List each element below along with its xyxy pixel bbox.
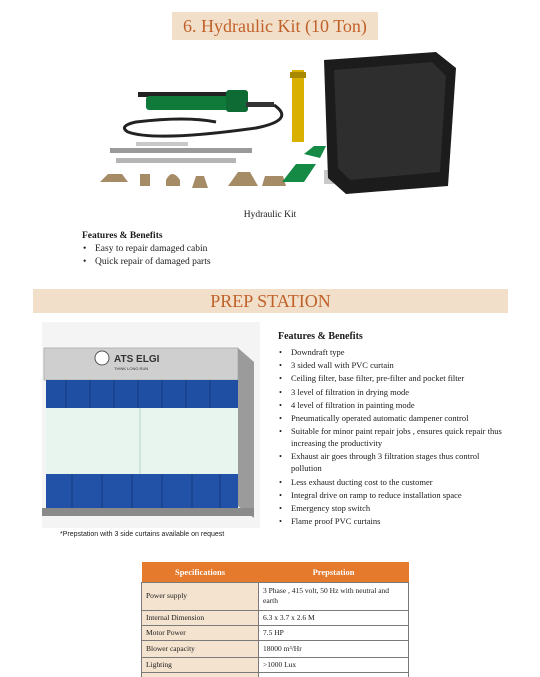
spec-label (142, 672, 259, 677)
spec-label: Internal Dimension (142, 610, 259, 625)
spec-label: Blower capacity (142, 640, 259, 657)
hydraulic-kit-title-band (172, 12, 378, 40)
extension-tube (110, 148, 252, 153)
table-row (142, 625, 409, 640)
ats-elgi-logo-icon (95, 351, 109, 365)
list-item: • Pneumatically operated automatic dampener control (278, 412, 510, 424)
list-item: • Exhaust air goes through 3 filtration stages thus control pollution (278, 450, 510, 474)
table-row (142, 672, 409, 677)
prep-station-note: *Prepstation with 3 side curtains available on request (60, 531, 225, 538)
list-item: • Integral drive on ramp to reduce installation space (278, 489, 510, 501)
spec-value: 6.3 x 3.7 x 2.6 M (259, 610, 409, 625)
list-item: • Ceiling filter, base filter, pre-filter and pocket filter (278, 372, 510, 384)
list-item: • Less exhaust ducting cost to the customer (278, 476, 510, 488)
booth-brand-text: ATS ELGI (114, 354, 160, 365)
table-row (142, 640, 409, 657)
prepstation-column-header: Prepstation (259, 562, 409, 582)
spec-label: Lighting (142, 657, 259, 672)
list-item: • Emergency stop switch (278, 502, 510, 514)
hydraulic-features-heading: Features & Benefits (82, 231, 163, 241)
hydraulic-kit-title: 6. Hydraulic Kit (10 Ton) (183, 15, 367, 36)
hydraulic-kit-image (96, 50, 460, 200)
list-item: • Quick repair of damaged parts (82, 256, 342, 269)
list-item: • Downdraft type (278, 346, 510, 358)
spreader (282, 164, 316, 182)
specifications-table (141, 562, 409, 677)
spec-label: Power supply (142, 582, 259, 610)
prep-station-title-band (33, 289, 508, 313)
bottom-curtain (46, 474, 238, 508)
top-curtain (46, 380, 238, 408)
spec-value: 7.5 HP (259, 625, 409, 640)
prep-features-list (278, 346, 510, 528)
prep-station-title: PREP STATION (210, 290, 331, 311)
list-item: • Suitable for minor paint repair jobs , ensures quick repair thus increasing the productivity (278, 425, 510, 449)
clear-curtain (46, 408, 238, 474)
hydraulic-features-list (82, 243, 342, 269)
list-item: • 3 sided wall with PVC curtain (278, 359, 510, 371)
spec-value (259, 672, 409, 677)
list-item: • Easy to repair damaged cabin (82, 243, 342, 256)
list-item: • 4 level of filtration in painting mode (278, 399, 510, 411)
list-item: • Flame proof PVC curtains (278, 515, 510, 527)
table-row (142, 582, 409, 610)
table-row (142, 657, 409, 672)
spec-value: 18000 m³/Hr (259, 640, 409, 657)
prep-station-image (42, 322, 260, 528)
table-header-row (142, 562, 409, 582)
hydraulic-kit-caption: Hydraulic Kit (243, 210, 297, 220)
spec-column-header: Specifications (142, 562, 259, 582)
table-row (142, 610, 409, 625)
prep-features-heading: Features & Benefits (278, 331, 363, 342)
pump-body (146, 96, 236, 110)
ram-cylinder (292, 70, 304, 142)
booth-tagline-text: THINK LONG RUN (114, 366, 149, 371)
fittings (100, 172, 286, 188)
spec-value: >1000 Lux (259, 657, 409, 672)
booth-ramp (42, 508, 254, 516)
list-item: • 3 level of filtration in drying mode (278, 386, 510, 398)
spec-value: 3 Phase , 415 volt, 50 Hz with neutral and earth (259, 582, 409, 610)
spec-label: Motor Power (142, 625, 259, 640)
